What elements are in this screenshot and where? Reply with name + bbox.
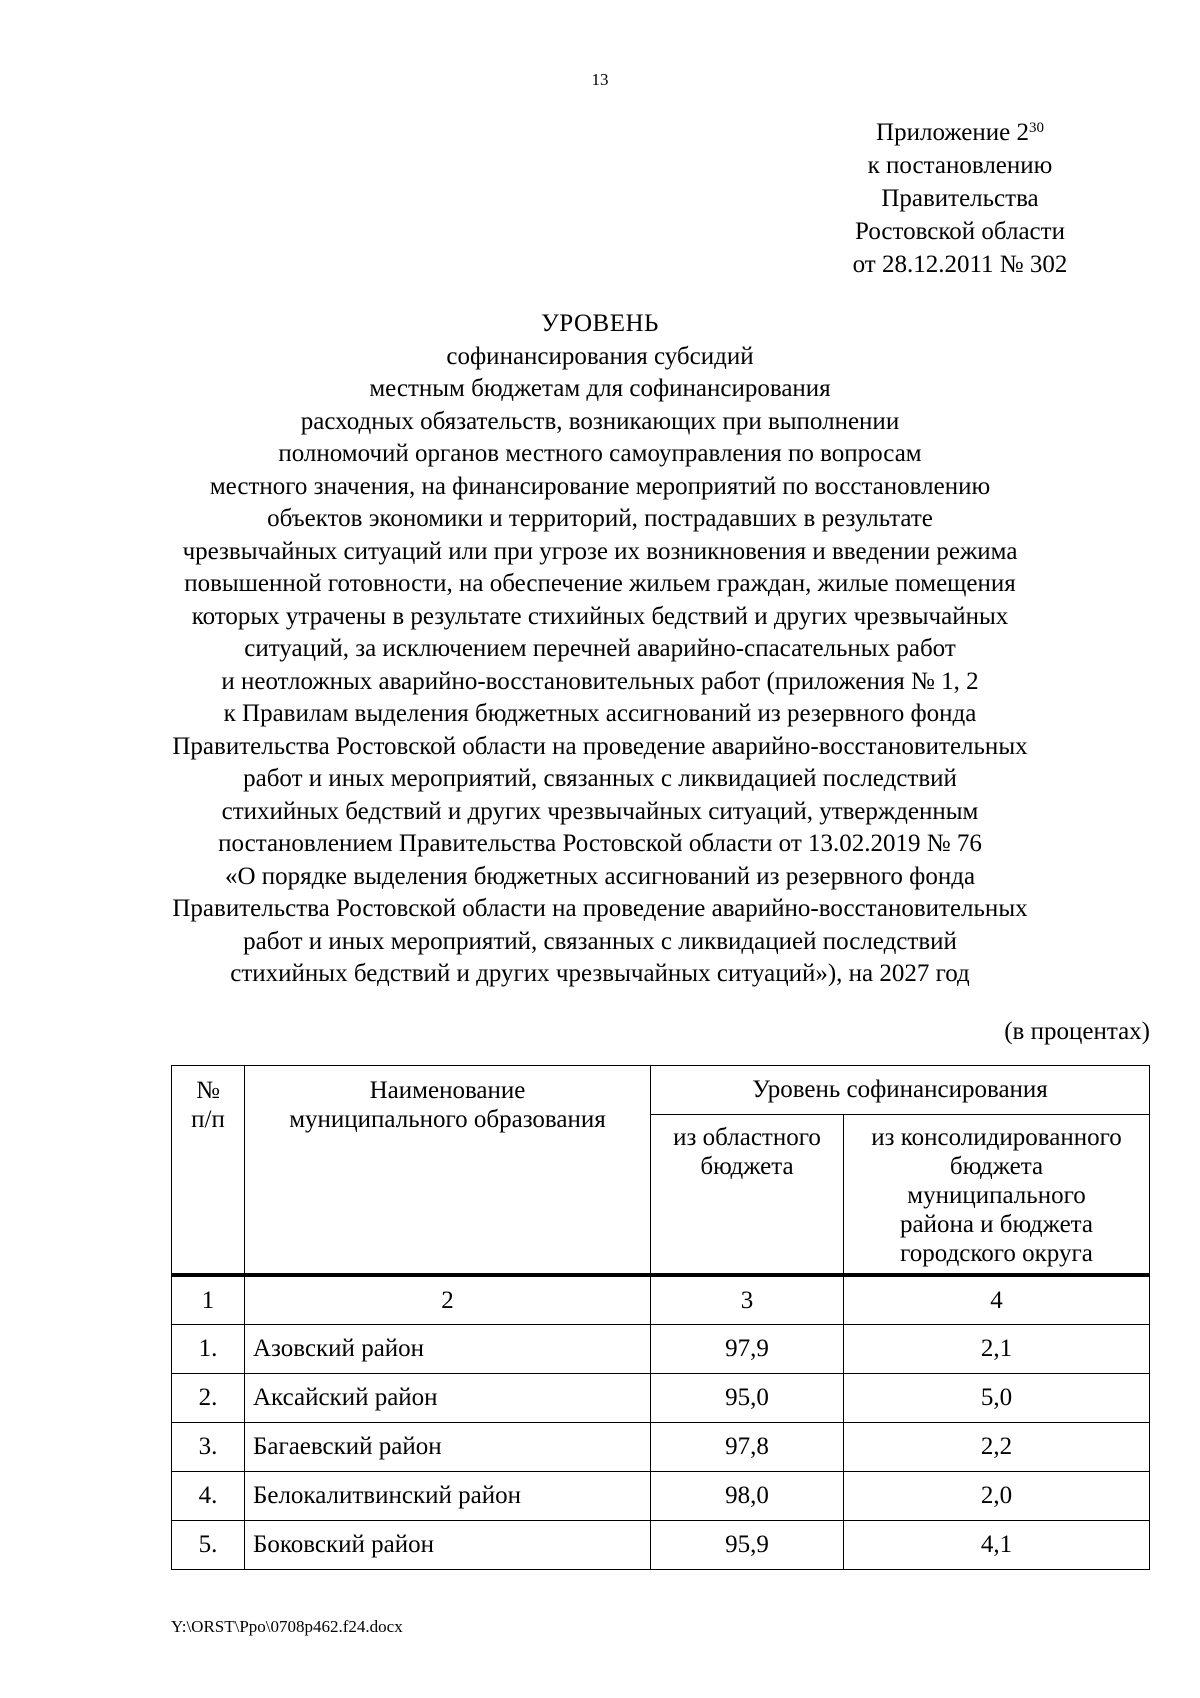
- title-line: Правительства Ростовской области на проведение аварийно-восстановительных: [172, 895, 1028, 922]
- header-regional-budget: [651, 1115, 844, 1276]
- row-regional-value: 98,0: [651, 1472, 844, 1521]
- appendix-line-3: Правительства: [881, 185, 1039, 212]
- row-number: 1.: [172, 1325, 245, 1374]
- title-line: которых утрачены в результате стихийных бедствий и других чрезвычайных: [191, 602, 1009, 630]
- header-consol-line: из консолидированного: [871, 1124, 1122, 1151]
- header-level: Уровень софинансирования: [651, 1066, 1150, 1115]
- row-regional-value: 95,0: [651, 1374, 844, 1423]
- title-line: работ и иных мероприятий, связанных с ликвидацией последствий: [243, 765, 957, 792]
- header-consol-line: городского округа: [900, 1240, 1093, 1267]
- column-index: 1: [172, 1275, 245, 1325]
- header-consol-line: района и бюджета: [899, 1211, 1094, 1238]
- column-index: 3: [651, 1275, 844, 1325]
- row-municipality: Багаевский район: [245, 1423, 651, 1472]
- title-line: местного значения, на финансирование мероприятий по восстановлению: [209, 472, 991, 500]
- title-line: расходных обязательств, возникающих при выполнении: [300, 407, 900, 435]
- header-regional-line: из областного: [673, 1124, 821, 1151]
- title-line: стихийных бедствий и других чрезвычайных ситуаций, утвержденным: [221, 797, 979, 825]
- title-line: полномочий органов местного самоуправления по вопросам: [278, 440, 922, 467]
- header-consolidated-budget: [844, 1115, 1150, 1276]
- appendix-line-2: к постановлению: [867, 152, 1053, 179]
- row-number: 5.: [172, 1521, 245, 1570]
- title-line: местным бюджетам для софинансирования: [369, 375, 831, 402]
- table-row: [172, 1423, 1150, 1472]
- title-line: к Правилам выделения бюджетных ассигнований из резервного фонда: [223, 700, 977, 727]
- row-municipality: Аксайский район: [245, 1374, 651, 1423]
- appendix-line-4: Ростовской области: [855, 218, 1065, 245]
- row-consolidated-value: 2,2: [844, 1423, 1150, 1472]
- appendix-label: Приложение 2: [876, 119, 1029, 146]
- header-num-line: п/п: [191, 1106, 225, 1133]
- header-name-line: Наименование: [369, 1077, 526, 1104]
- title-line: и неотложных аварийно-восстановительных работ (приложения № 1, 2: [221, 667, 979, 695]
- row-regional-value: 97,8: [651, 1423, 844, 1472]
- title-line: чрезвычайных ситуаций или при угрозе их возникновения и введении режима: [182, 537, 1018, 565]
- header-consol-line: муниципального: [907, 1182, 1086, 1209]
- row-consolidated-value: 2,1: [844, 1325, 1150, 1374]
- page-number: 13: [591, 70, 609, 89]
- row-number: 3.: [172, 1423, 245, 1472]
- title-line: ситуаций, за исключением перечней аварийно-спасательных работ: [244, 635, 956, 662]
- row-number: 4.: [172, 1472, 245, 1521]
- title-line: работ и иных мероприятий, связанных с ликвидацией последствий: [243, 927, 957, 955]
- header-num: [172, 1066, 245, 1276]
- table-row: [172, 1325, 1150, 1374]
- title-main: УРОВЕНЬ: [541, 310, 659, 337]
- row-municipality: Боковский район: [245, 1521, 651, 1570]
- row-consolidated-value: 5,0: [844, 1374, 1150, 1423]
- appendix-block: [800, 116, 1120, 281]
- row-municipality: Азовский район: [245, 1325, 651, 1374]
- row-consolidated-value: 4,1: [844, 1521, 1150, 1570]
- header-consol-line: бюджета: [949, 1153, 1044, 1180]
- table-row: [172, 1472, 1150, 1521]
- header-name: [245, 1066, 651, 1276]
- title-line: стихийных бедствий и других чрезвычайных ситуаций»), на 2027 год: [230, 960, 970, 987]
- title-line: Правительства Ростовской области на проведение аварийно-восстановительных: [172, 732, 1028, 760]
- header-name-line: муниципального образования: [289, 1106, 606, 1133]
- header-num-line: №: [196, 1077, 220, 1104]
- column-index: 2: [245, 1275, 651, 1325]
- row-regional-value: 95,9: [651, 1521, 844, 1570]
- table-row: [172, 1521, 1150, 1570]
- row-regional-value: 97,9: [651, 1325, 844, 1374]
- row-number: 2.: [172, 1374, 245, 1423]
- header-regional-line: бюджета: [700, 1153, 794, 1180]
- title-line: постановлением Правительства Ростовской области от 13.02.2019 № 76: [218, 830, 982, 857]
- cofinancing-table: [171, 1065, 1150, 1570]
- row-municipality: Белокалитвинский район: [245, 1472, 651, 1521]
- table-row: [172, 1374, 1150, 1423]
- title-line: объектов экономики и территорий, пострадавших в результате: [267, 505, 933, 532]
- column-index-row: [172, 1275, 1150, 1325]
- unit-note: (в процентах): [1004, 1018, 1150, 1045]
- row-consolidated-value: 2,0: [844, 1472, 1150, 1521]
- table-header-row: [172, 1066, 1150, 1115]
- column-index: 4: [844, 1275, 1150, 1325]
- title-line: софинансирования субсидий: [446, 342, 754, 370]
- title-line: повышенной готовности, на обеспечение жильем граждан, жилые помещения: [184, 570, 1016, 597]
- title-line: «О порядке выделения бюджетных ассигнований из резервного фонда: [224, 862, 976, 890]
- appendix-superscript: 30: [1028, 120, 1044, 136]
- appendix-line-1: [800, 116, 1120, 149]
- document-title: [150, 308, 1050, 991]
- footer-file-path: Y:\ORST\Ppo\0708p462.f24.docx: [171, 1617, 403, 1636]
- appendix-line-5: от 28.12.2011 № 302: [852, 251, 1068, 278]
